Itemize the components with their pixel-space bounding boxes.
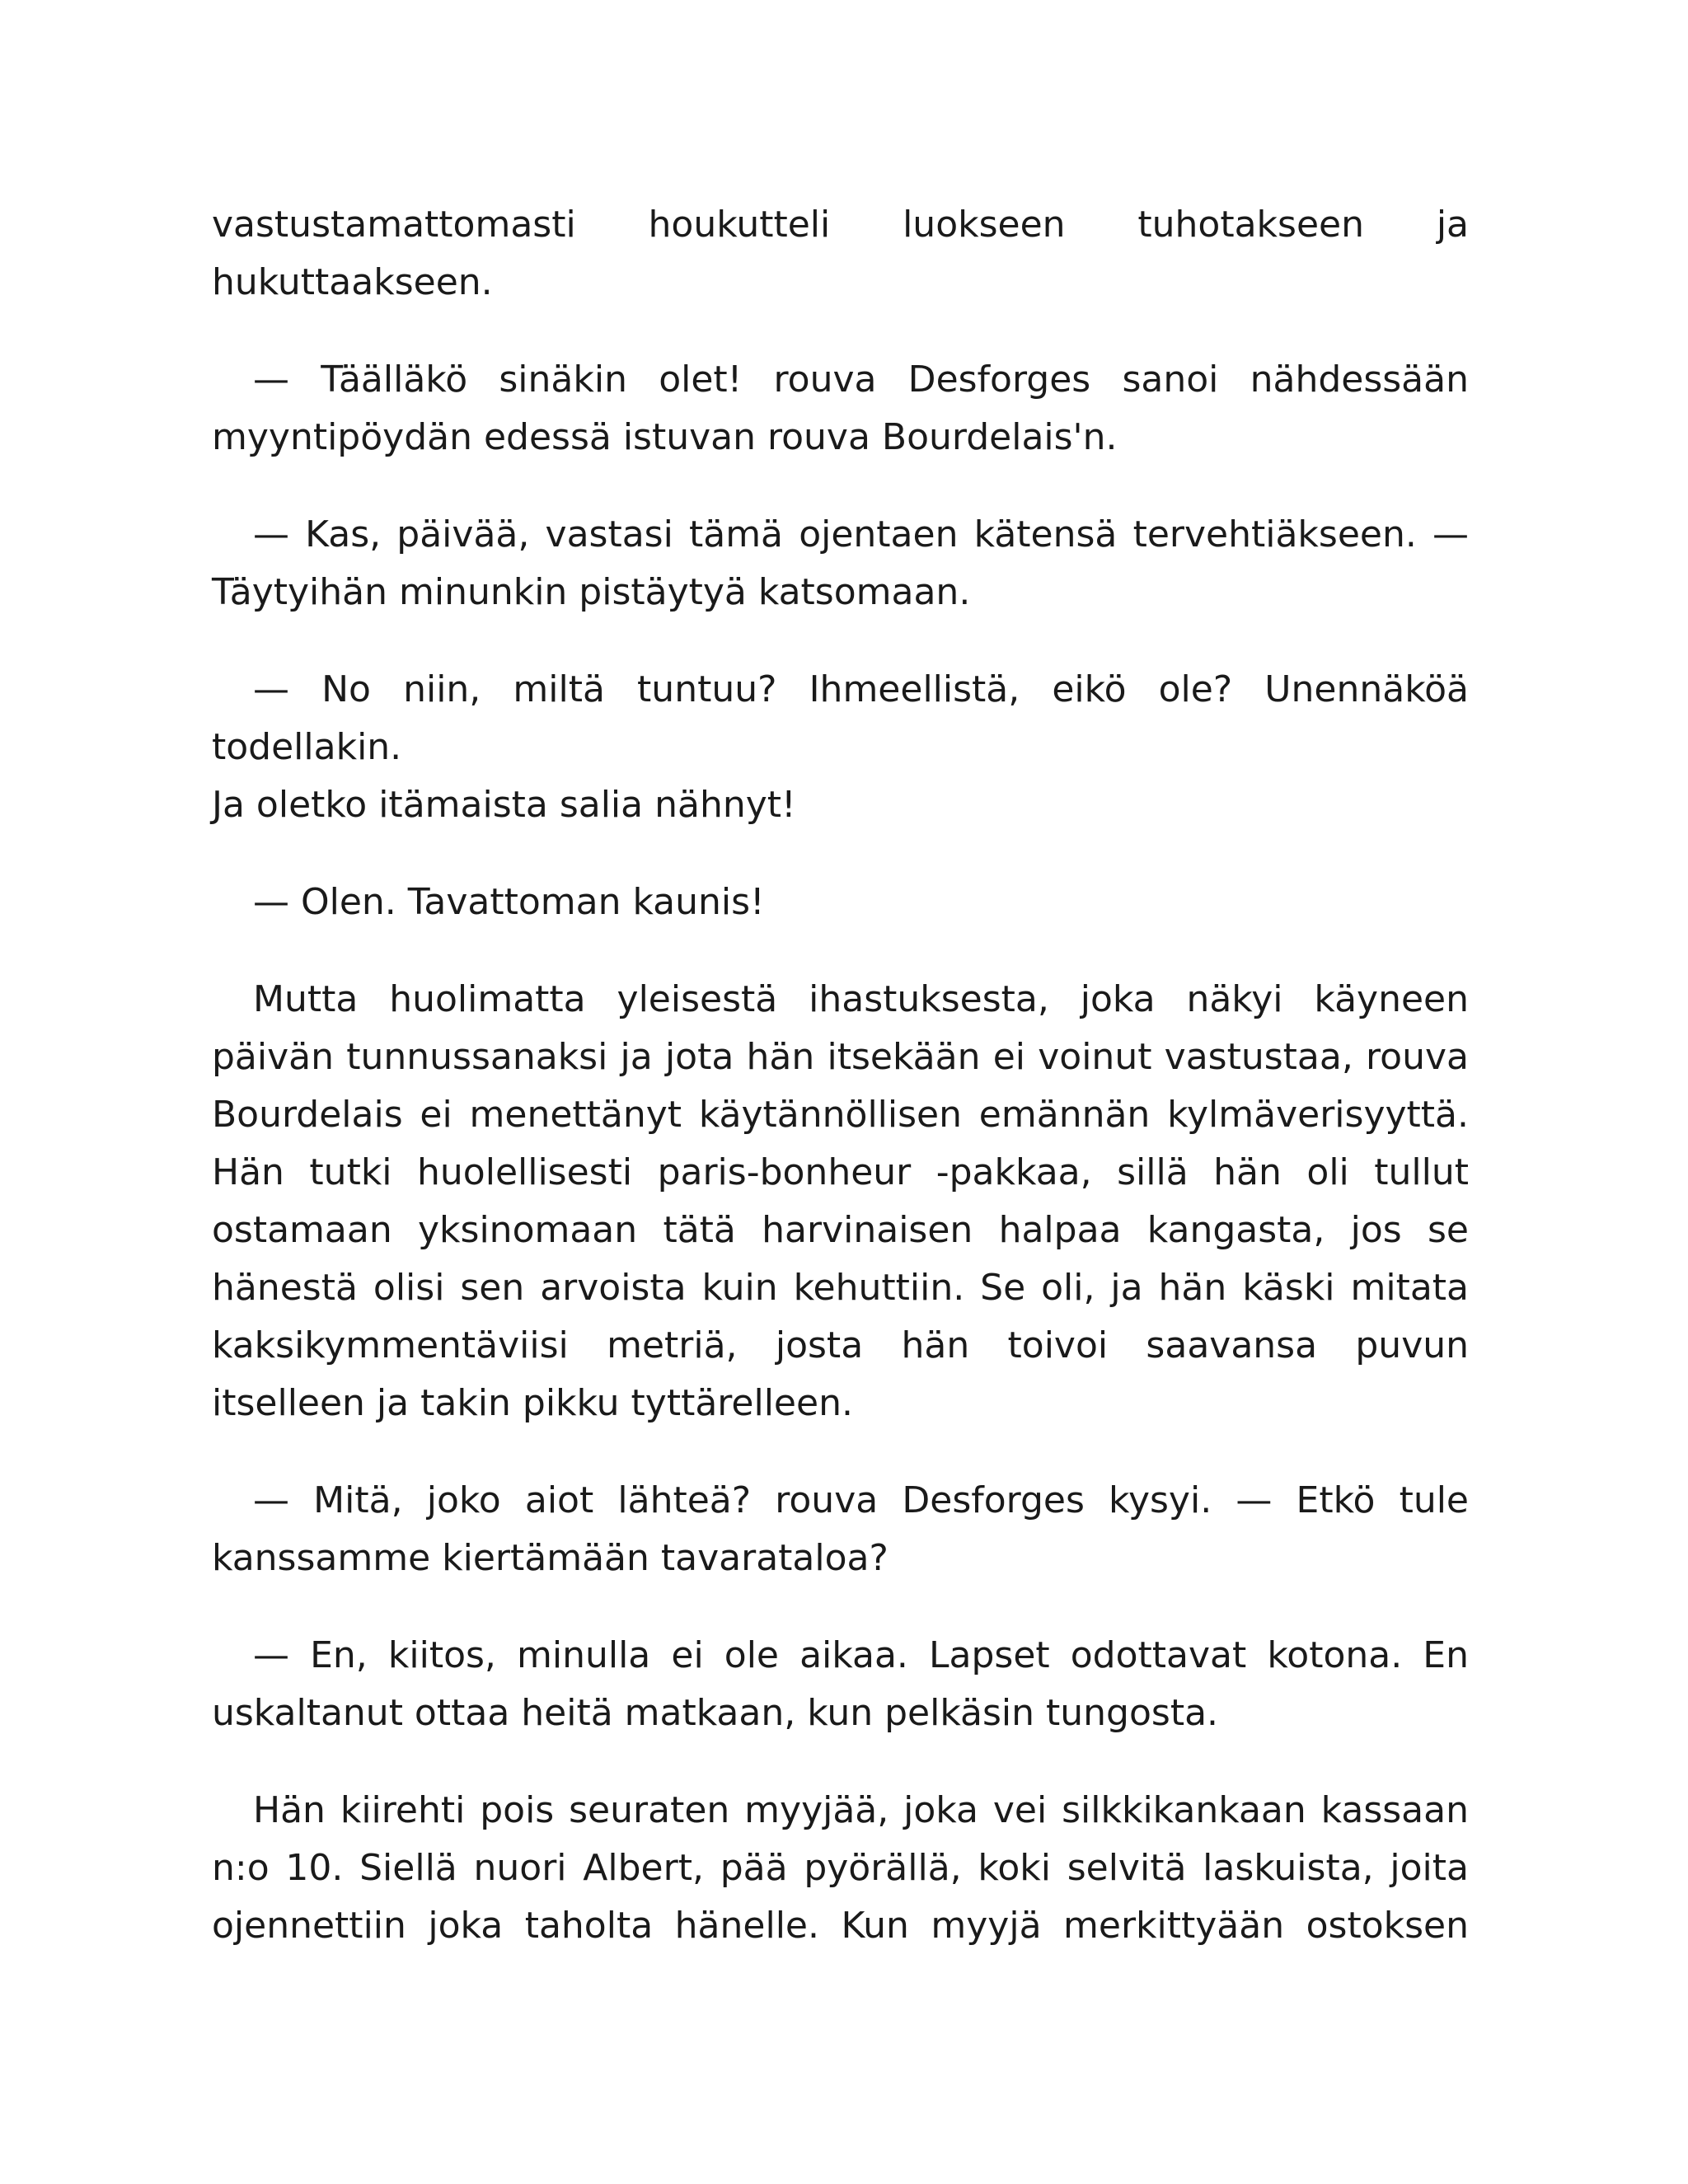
paragraph-dialogue: — Mitä, joko aiot lähteä? rouva Desforges kysyi. — Etkö tule kanssamme kiertämään tavarataloa? bbox=[212, 1479, 1469, 1579]
paragraph-dialogue: — Olen. Tavattoman kaunis! bbox=[253, 881, 765, 923]
paragraph-dialogue: — Täälläkö sinäkin olet! rouva Desforges sanoi nähdessään myyntipöydän edessä istuvan rouva Bourdelais'n. bbox=[212, 359, 1469, 458]
paragraph-narrative: Mutta huolimatta yleisestä ihastuksesta, joka näkyi käyneen päivän tunnussanaksi ja jota hän itsekään ei voinut vastustaa, rouva Bourdelais ei menettänyt käytännöllisen emännän kylmäverisyyttä. Hän tutki huolellisesti paris-bonheur -pakkaa, sillä hän oli tullut ostamaan yksinomaan tätä harvinaisen halpaa kangasta, jos se hänestä olisi sen arvoista kuin kehuttiin. Se oli, ja hän käski mitata kaksikymmentäviisi metriä, josta hän toivoi saavansa puvun itselleen ja takin pikku tyttärelleen. bbox=[212, 978, 1469, 1424]
document-page bbox=[212, 196, 1469, 1955]
paragraph-dialogue: — En, kiitos, minulla ei ole aikaa. Lapset odottavat kotona. En uskaltanut ottaa heitä matkaan, kun pelkäsin tungosta. bbox=[212, 1634, 1469, 1734]
paragraph-dialogue: — No niin, miltä tuntuu? Ihmeellistä, eikö ole? Unennäköä todellakin. bbox=[212, 668, 1469, 768]
paragraph-dialogue-group bbox=[212, 661, 1469, 834]
paragraph-continuation: vastustamattomasti houkutteli luokseen tuhotakseen ja hukuttaakseen. bbox=[212, 204, 1469, 303]
paragraph-dialogue: — Kas, päivää, vastasi tämä ojentaen kätensä tervehtiäkseen. — Täytyihän minunkin pistäytyä katsomaan. bbox=[212, 513, 1469, 613]
paragraph-narrative: Hän kiirehti pois seuraten myyjää, joka vei silkkikankaan kassaan n:o 10. Siellä nuori Albert, pää pyörällä, koki selvitä laskuista, joita ojennettiin joka taholta hänelle. Kun myyjä merkittyään ostoksen bbox=[212, 1789, 1469, 1947]
paragraph-dialogue-continuation: Ja oletko itämaista salia nähnyt! bbox=[212, 784, 796, 826]
